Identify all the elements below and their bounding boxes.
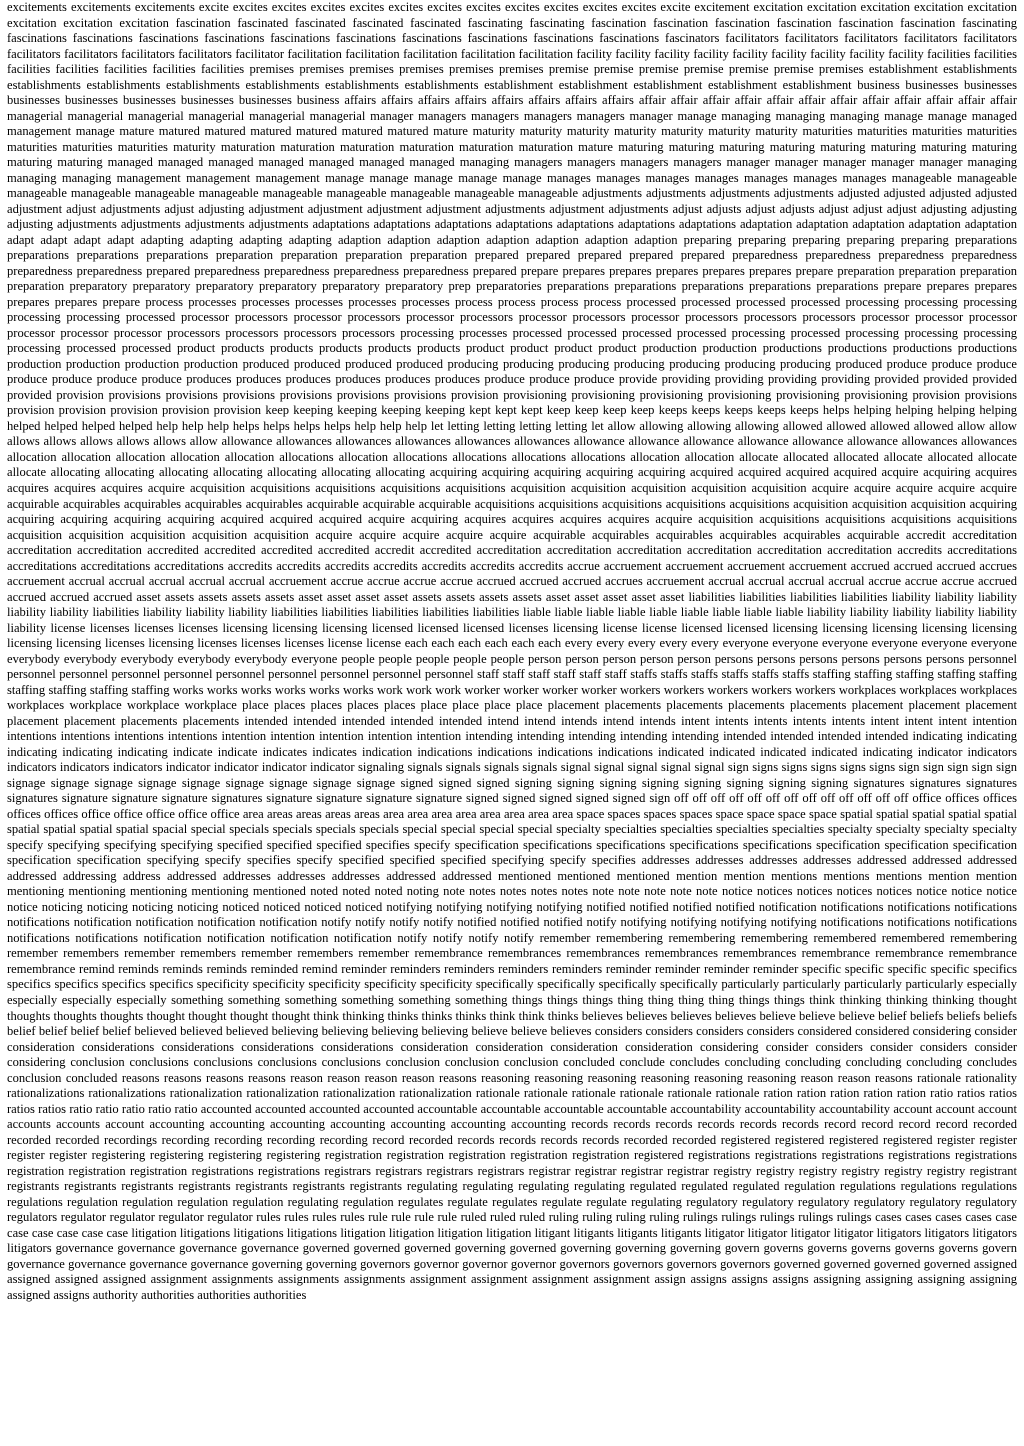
document-page bbox=[7, 0, 1017, 1440]
body-text: excitements excitements excitements excite excites excites excites excites excites excites excites excites excites excites excites excite excitement excitation excitation excitation excitation excitation excitation excitation excitation fascination fascinated fascinated fascinated fascinated fascinating fascinating fascination fascination fascination fascination fascination fascination fascinating fascinations fascinations fascinations fascinations fascinations fascinations fascinations fascinations fascinations fascinations fascinators facilitators facilitators facilitators facilitators facilitators facilitators facilitators facilitators facilitators facilitator facilitation facilitation facilitation facilitation facilitation facility facility facility facility facility facility facility facility facility facilities facilities facilities facilities facilities facilities facilities premises premises premises premises premises premises premise premise premise premise premise premise premises establishment establishments establishments establishments establishments establishments establishments establishments establishment establishment establishment establishment establishment business businesses businesses businesses businesses businesses businesses businesses business affairs affairs affairs affairs affairs affairs affairs affairs affair affair affair affair affair affair affair affair affair affair affair affair managerial managerial managerial managerial managerial managerial manager managers managers managers managers manager manage managing managing managing manage manage managed management manage mature matured matured matured matured matured matured mature maturity maturity maturity maturity maturity maturity maturity maturities maturities maturities maturities maturities maturities maturities maturity maturation maturation maturation maturation maturation maturation mature maturing maturing maturing maturing maturing maturing maturing maturing maturing maturing managed managed managed managed managed managed managed managing managers managers managers managers manager manager manager manager manager managing managing managing management management management manage manage manage manage manage manages manages manages manages manages manages manages manageable manageable manageable manageable manageable manageable manageable manageable manageable manageable manageable adjustments adjustments adjustments adjustments adjusted adjusted adjusted adjusted adjustment adjust adjustments adjust adjusting adjustment adjustment adjustment adjustment adjustments adjustment adjustments adjust adjusts adjust adjusts adjust adjust adjust adjusting adjusting adjusting adjustments adjustments adjustments adjustments adaptations adaptations adaptations adaptations adaptations adaptations adaptations adaptation adaptation adaptation adaptation adaptation adapt adapt adapt adapt adapting adapting adapting adapting adaption adaption adaption adaption adaption adaption adaption preparing preparing preparing preparing preparing preparations preparations preparations preparations preparation preparation preparation preparation prepared prepared prepared prepared prepared preparedness preparedness preparedness preparedness preparedness preparedness prepared preparedness preparedness preparedness preparedness prepared prepare prepares prepares prepares prepares prepares prepare preparation preparation preparation preparation preparatory preparatory preparatory preparatory preparatory preparatory prep preparatories preparations preparations preparations preparations preparations prepare prepares prepares prepares prepares prepare process processes processes processes processes processes process process process process processed processed processed processed processing processing processing processing processing processed processor processors processor processors processor processors processor processors processor processors processors processors processor processor processor processor processor processor processors processors processors processors processing processes processed processed processed processed processing processed processing processing processing processing processed processed product products products products products products product product product product production production productions productions productions productions production production production production produced produced produced produced producing producing producing producing producing producing producing produced produce produce produce produce produce produce produce produces produces produces produces produces produces produce produce produce provide providing providing providing providing provided provided provided provided provision provisions provisions provisions provisions provisions provisions provision provisioning provisioning provisioning provisioning provisioning provisioning provision provisions provision provision provision provision provision keep keeping keeping keeping keeping kept kept kept keep keep keep keep keeps keeps keeps keeps keeps helps helping helping helping helping helped helped helped helped help help help helps helps helps helps help help help let letting letting letting letting let allow allowing allowing allowing allowed allowed allowed allowed allow allow allows allows allows allows allows allow allowance allowances allowances allowances allowances allowances allowance allowance allowance allowance allowance allowance allowances allowances allocation allocation allocation allocation allocation allocations allocation allocations allocations allocations allocations allocation allocation allocate allocated allocated allocate allocated allocate allocate allocating allocating allocating allocating allocating allocating allocating acquiring acquiring acquiring acquiring acquiring acquired acquired acquired acquired acquire acquiring acquires acquires acquires acquires acquire acquisition acquisitions acquisitions acquisitions acquisitions acquisition acquisition acquisition acquisition acquisition acquire acquire acquire acquire acquire acquirable acquirables acquirables acquirables acquirables acquirable acquirable acquirable acquisitions acquisitions acquisitions acquisitions acquisitions acquisition acquisition acquisition acquiring acquiring acquiring acquiring acquiring acquired acquired acquired acquire acquiring acquires acquires acquires acquires acquire acquisition acquisitions acquisitions acquisitions acquisitions acquisition acquisition acquisition acquisition acquisition acquire acquire acquire acquire acquire acquirable acquirables acquirables acquirables acquirables acquirable accredit accreditation accreditation accreditation accredited accredited accredited accredited accredit accredited accreditation accreditation accreditation accreditation accreditation accreditation accredits accreditations accreditations accreditations accreditations accredits accredits accredits accredits accredits accredits accredits accrue accruement accruement accruement accruement accrued accrued accrued accrues accruement accrual accrual accrual accrual accrual accruement accrue accrue accrue accrue accrued accrued accrued accrues accruement accrual accrual accrual accrual accrue accrue accrue accrued accrued accrued accrued asset assets assets assets assets asset asset asset asset assets assets assets assets asset asset asset asset asset liabilities liabilities liabilities liabilities liability liability liability liability liability liabilities liability liability liability liabilities liabilities liabilities liabilities liabilities liable liable liable liable liable liable liable liable liable liability liability liability liability liability liability license licenses licenses licenses licensing licensing licensing licensed licensed licensed licenses licensing license license licensed licensed licensing licensing licensing licensing licensing licensing licensing licenses licensing licenses licenses licenses license license each each each each each each every every every every every everyone everyone everyone everyone everyone everyone everybody everybody everybody everybody everybody everyone people people people people people person person person person person persons persons persons persons persons persons personnel personnel personnel personnel personnel personnel personnel personnel personnel personnel staff staff staff staff staff staff staffs staffs staffs staffs staffs staffs staffing staffing staffing staffing staffing staffing staffing staffing staffing works works works works works works work work work worker worker worker worker workers workers workers workers workers workplaces workplaces workplaces workplaces workplace workplace workplace place places places places places place place place place placement placements placements placements placements placement placement placement placement placement placements placements intended intended intended intended intended intend intend intends intend intends intent intents intents intents intents intent intent intent intention intentions intentions intentions intentions intention intention intention intention intention intending intending intending intending intending intended intended intended intended indicating indicating indicating indicating indicating indicate indicate indicates indicates indication indications indications indications indications indicated indicated indicated indicated indicating indicator indicators indicators indicators indicators indicator indicator indicator indicator signaling signals signals signals signals signal signal signal signal signal sign signs signs signs signs signs sign sign sign sign sign signage signage signage signage signage signage signage signage signage signed signed signed signing signing signing signing signing signing signing signing signatures signatures signatures signatures signature signature signature signatures signature signature signature signature signed signed signed signed signed sign off off off off off off off off off off off off off office offices offices offices offices office office office office office area areas areas areas areas area area area area area area area area space spaces spaces spaces space space space space spatial spatial spatial spatial spatial spatial spatial spatial spatial spacial special specials specials specials specials special special special special specialty specialties specialties specialties specialties specialty specialty specialty specialty specify specifying specifying specifying specified specified specified specifies specify specification specifications specifications specifications specifications specification specification specification specification specification specifying specify specifies specify specified specified specified specifying specify specifies addresses addresses addresses addresses addressed addressed addressed addressed addressing address addressed addresses addresses addresses addressed addressed mentioned mentioned mentioned mention mention mentions mentions mentions mention mention mentioning mentioning mentioning mentioning mentioned noted noted noted noting note notes notes notes notes note note note note note notice notices notices notices notices notice notice notice notice noticing noticing noticing noticing noticed noticed noticed noticed notifying notifying notifying notifying notified notified notified notified notification notifications notifications notifications notifications notification notification notification notification notify notify notify notify notified notified notified notify notifying notifying notifying notifying notifications notifications notifications notifications notifications notification notification notification notification notify notify notify notify remember remembering remembering remembering remembered remembered remembering remember remembers remember remembers remember remembers remember remembrance remembrances remembrances remembrances remembrances remembrance remembrance remembrance remembrance remind reminds reminds reminds reminded remind reminder reminders reminders reminders reminders reminder reminder reminder reminder specific specific specific specific specifics specifics specifics specifics specifics specificity specificity specificity specificity specificity specifically specifically specifically specifically particularly particularly particularly particularly especially especially especially especially something something something something something something things things things thing thing thing thing things things think thinking thinking thinking thought thoughts thoughts thoughts thought thought thought thought think thinking thinks thinks thinks think think thinks believes believes believes believes believe believe believe belief beliefs beliefs beliefs belief belief belief belief believed believed believed believing believing believing believing believe believe believes considers considers considers considers considered considered considering consider consideration considerations considerations considerations considerations consideration consideration consideration consideration considering consider considers consider considers consider considering conclusion conclusions conclusions conclusions conclusions conclusion conclusion conclusion concluded conclude concludes concluding concluding concluding concluding concludes conclusion concluded reasons reasons reasons reasons reason reason reason reason reasons reasoning reasoning reasoning reasoning reasoning reasoning reason reason reasons rationale rationality rationalizations rationalizations rationalization rationalization rationalization rationalization rationale rationale rationale rationale rationale rationale ration ration ration ration ration ratio ratios ratios ratios ratios ratio ratio ratio ratio ratio accounted accounted accounted accounted accountable accountable accountable accountable accountability accountability accountability account account account accounts accounts account accounting accounting accounting accounting accounting accounting accounting records records records records records records record record record record recorded recorded recorded recordings recording recording recording recording record recorded records records records records recorded recorded registered registered registered registered register register register register registering registering registering registering registration registration registration registration registration registered registrations registrations registrations registrations registrations registration registration registration registrations registrations registrars registrars registrars registrars registrar registrar registrar registrar registry registry registry registry registry registry registrant registrants registrants registrants registrants registrants registrants registrants regulating regulating regulating regulating regulated regulated regulated regulation regulations regulations regulations regulations regulation regulation regulation regulation regulating regulation regulates regulate regulates regulate regulate regulating regulatory regulatory regulatory regulatory regulatory regulatory regulators regulator regulator regulator regulator rules rules rules rules rule rule rule rule ruled ruled ruled ruling ruling ruling ruling rulings rulings rulings rulings rulings cases cases cases cases case case case case case case litigation litigations litigations litigations litigation litigation litigation litigation litigant litigants litigants litigants litigator litigator litigator litigator litigators litigators litigators litigators governance governance governance governance governed governed governed governing governed governing governing governing govern governs governs governs governs governs govern governance governance governance governance governing governing governors governor governor governor governors governors governors governors governed governed governed governed assigned assigned assigned assigned assignment assignments assignments assignments assignment assignment assignment assignment assign assigns assigns assigns assigning assigning assigning assigning assigned assigns authority authorities authorities authorities bbox=[7, 0, 1017, 1302]
